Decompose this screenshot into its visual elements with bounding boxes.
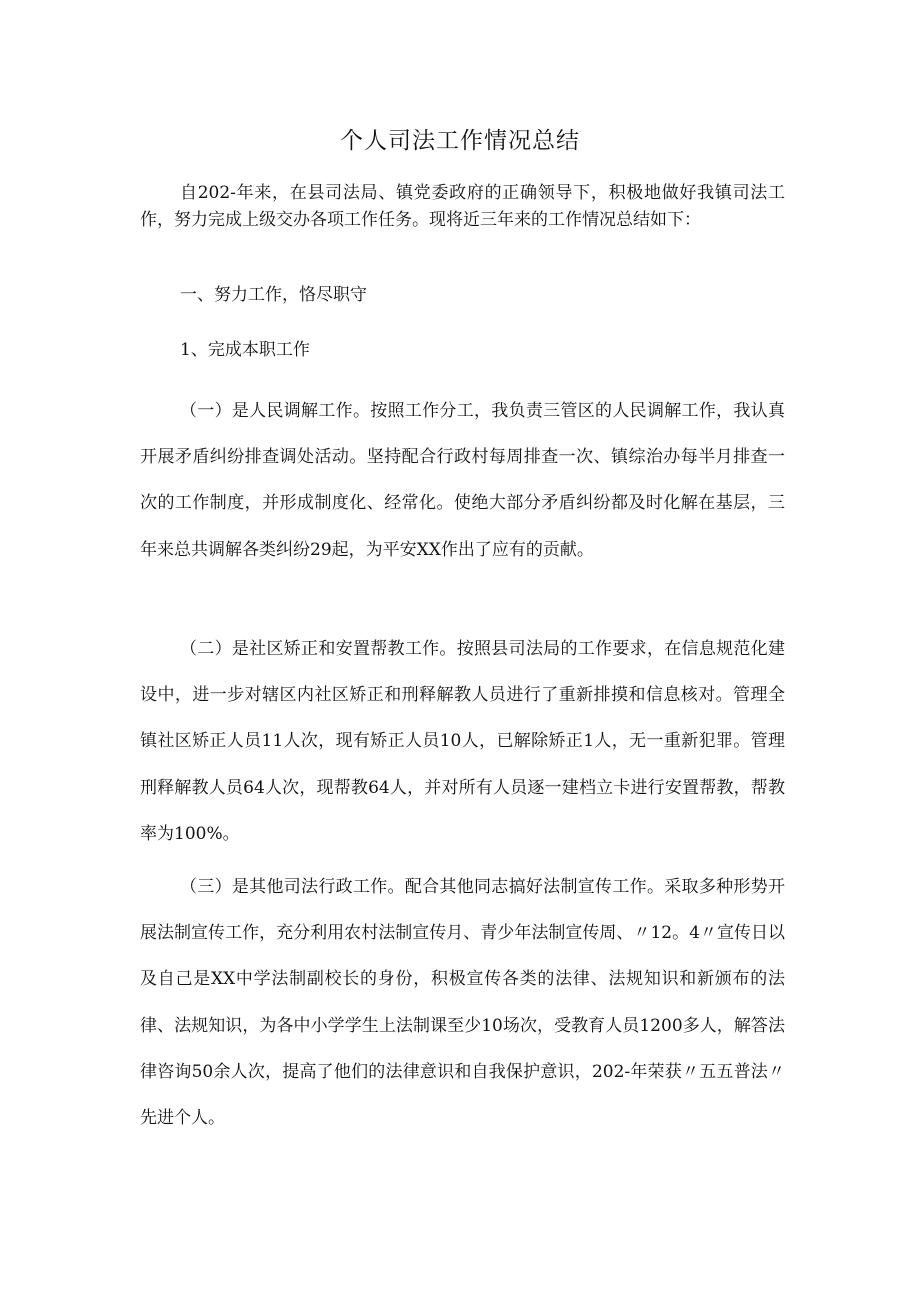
paragraph-community-correction: （二）是社区矫正和安置帮教工作。按照县司法局的工作要求，在信息规范化建设中，进一步对辖区内社区矫正和刑释解教人员进行了重新排摸和信息核对。管理全镇社区矫正人员11人次，现有矫正人员10人，已解除矫正1人，无一重新犯罪。管理刑释解教人员64人次，现帮教64人，并对所有人员逐一建档立卡进行安置帮教，帮教率为100%。: [140, 639, 785, 844]
paragraph-legal-publicity: （三）是其他司法行政工作。配合其他同志搞好法制宣传工作。采取多种形势开展法制宣传工作，充分利用农村法制宣传月、青少年法制宣传周、〃12。4〃宣传日以及自己是XX中学法制副校长的身份，积极宣传各类的法律、法规知识和新颁布的法律、法规知识，为各中小学学生上法制课至少10场次，受教育人员1200多人，解答法律咨询50余人次，提高了他们的法律意识和自我保护意识，202-年荣获〃五五普法〃先进个人。: [140, 877, 785, 1129]
document-title: 个人司法工作情况总结: [340, 128, 580, 154]
section-heading: 一、努力工作，恪尽职守: [180, 285, 367, 305]
intro-paragraph: 自202-年来，在县司法局、镇党委政府的正确领导下，积极地做好我镇司法工作，努力完成上级交办各项工作任务。现将近三年来的工作情况总结如下：: [140, 183, 785, 230]
subsection-heading: 1、完成本职工作: [180, 340, 310, 360]
paragraph-mediation: （一）是人民调解工作。按照工作分工，我负责三管区的人民调解工作，我认真开展矛盾纠纷排查调处活动。坚持配合行政村每周排查一次、镇综治办每半月排查一次的工作制度，并形成制度化、经常化。使绝大部分矛盾纠纷都及时化解在基层，三年来总共调解各类纠纷29起，为平安XX作出了应有的贡献。: [140, 401, 785, 560]
